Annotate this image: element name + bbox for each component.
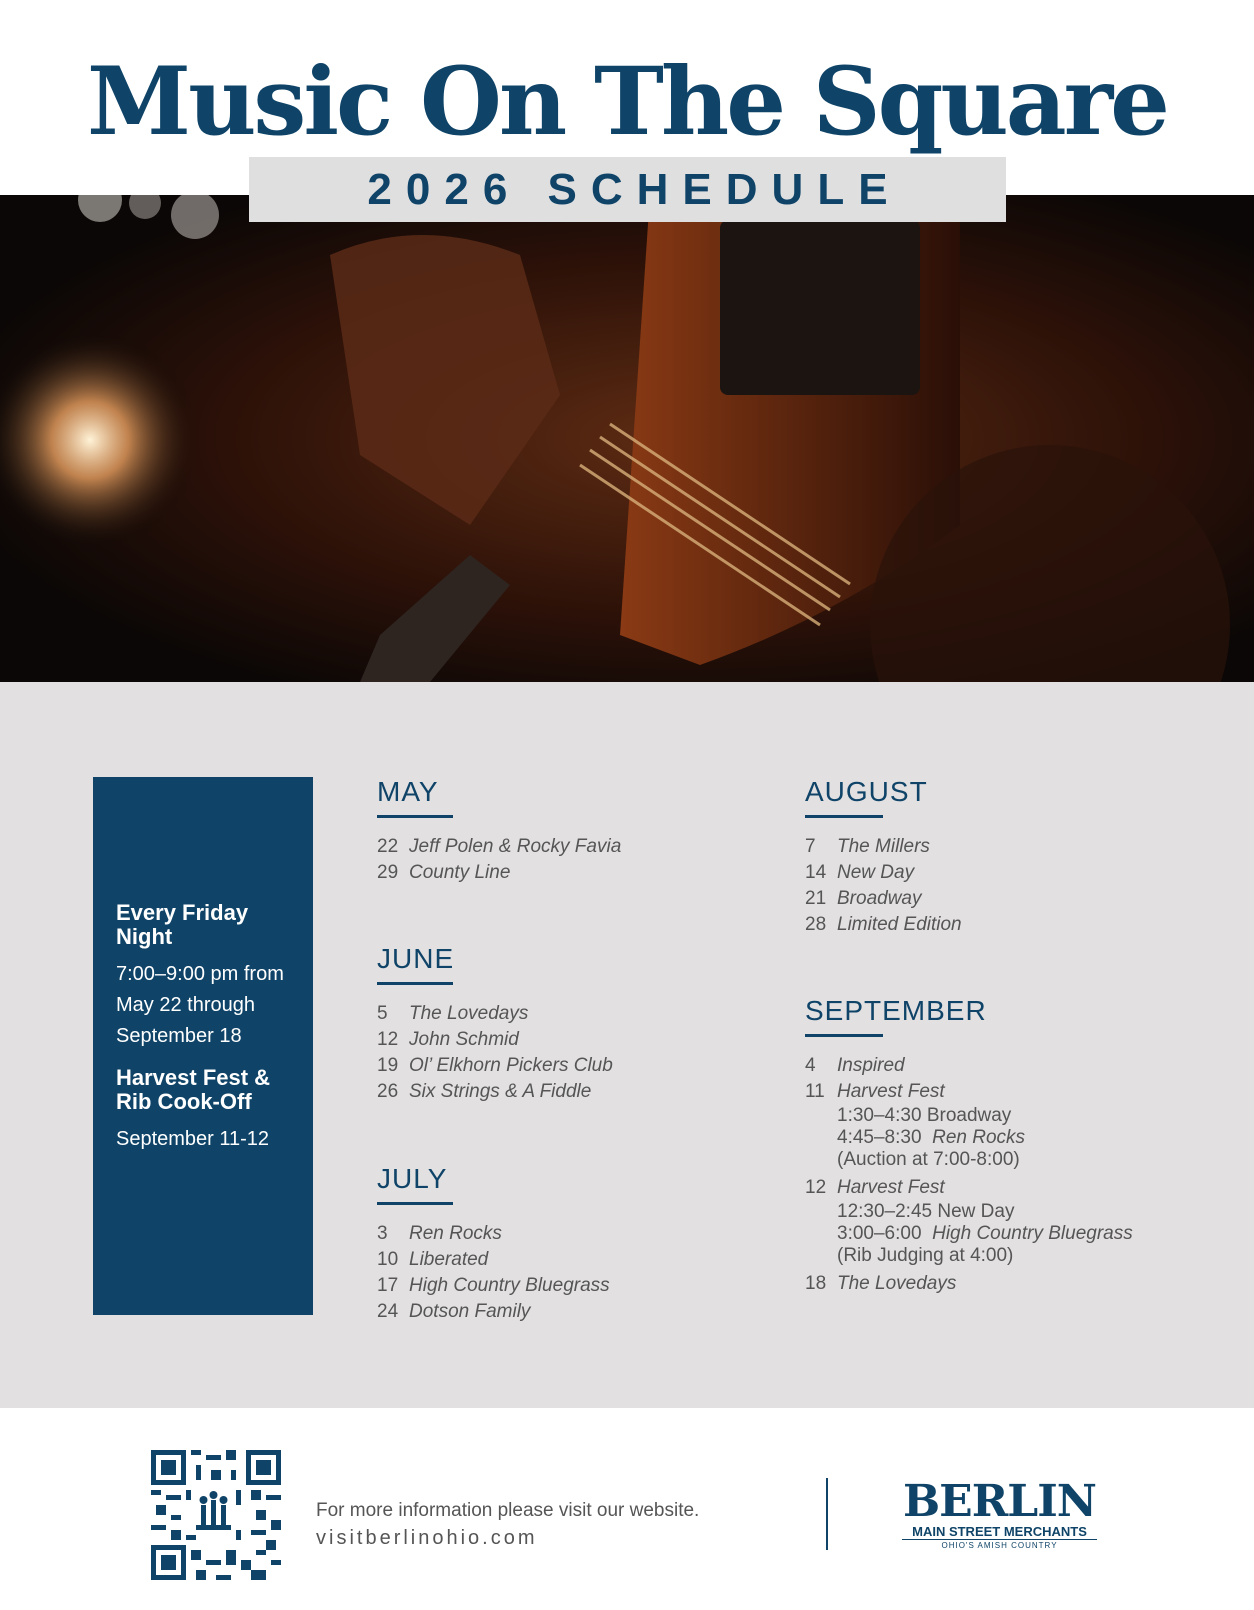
event-row: 28 Limited Edition <box>805 914 962 935</box>
hero-guitar-photo <box>0 195 1254 682</box>
event-row: 14 New Day <box>805 862 915 883</box>
event-row: 12 John Schmid <box>377 1029 519 1050</box>
sidebar-heading-every-friday: Every Friday Night <box>116 900 249 949</box>
event-subline: (Rib Judging at 4:00) <box>837 1245 1014 1266</box>
logo-line2: MAIN STREET MERCHANTS <box>902 1524 1097 1540</box>
month-july <box>377 1162 707 1325</box>
event-row: 7 The Millers <box>805 836 930 857</box>
event-row: 12 Harvest Fest 12:30–2:45 New Day 3:00–6:00 High Country Bluegrass (Rib Judging at 4:00) <box>805 1175 1225 1267</box>
month-may <box>377 775 707 886</box>
info-text: For more information please visit our website. <box>316 1500 700 1521</box>
page-title: Music On The Square <box>87 47 1167 157</box>
divider <box>826 1478 828 1550</box>
qr-code-icon[interactable] <box>151 1450 281 1580</box>
logo-line3: OHIO'S AMISH COUNTRY <box>941 1541 1058 1550</box>
month-heading: MAY <box>377 776 439 807</box>
month-heading: JUNE <box>377 943 455 974</box>
event-row: 29 County Line <box>377 862 511 883</box>
schedule-section <box>0 682 1254 1408</box>
event-subline: 3:00–6:00 High Country Bluegrass <box>837 1223 1133 1244</box>
event-row: 4 Inspired <box>805 1055 905 1076</box>
sidebar-heading-harvest-fest: Harvest Fest & Rib Cook-Off <box>116 1065 271 1114</box>
event-row: 24 Dotson Family <box>377 1301 531 1322</box>
subtitle: 2026 SCHEDULE <box>367 165 902 214</box>
event-subline: 4:45–8:30 Ren Rocks <box>837 1127 1026 1148</box>
heading-underline <box>805 1034 883 1037</box>
month-heading: AUGUST <box>805 776 928 807</box>
info-block <box>316 1498 699 1552</box>
event-row: 5 The Lovedays <box>377 1003 529 1024</box>
event-row: 17 High Country Bluegrass <box>377 1275 610 1296</box>
event-subline: 1:30–4:30 Broadway <box>837 1105 1012 1126</box>
event-row: 3 Ren Rocks <box>377 1223 502 1244</box>
event-row: 22 Jeff Polen & Rocky Favia <box>377 836 622 857</box>
event-subline: 12:30–2:45 New Day <box>837 1201 1015 1222</box>
month-august <box>805 775 1205 938</box>
footer <box>0 1408 1254 1610</box>
event-subline: (Auction at 7:00-8:00) <box>837 1149 1020 1170</box>
sidebar-harvest-dates: September 11-12 <box>116 1128 270 1150</box>
event-row: 11 Harvest Fest 1:30–4:30 Broadway 4:45–8:30 Ren Rocks (Auction at 7:00-8:00) <box>805 1079 1225 1171</box>
sidebar-hours: 7:00–9:00 pm from May 22 through September 18 <box>116 963 284 1047</box>
event-row: 21 Broadway <box>805 888 922 909</box>
event-row: 19 Ol’ Elkhorn Pickers Club <box>377 1055 613 1076</box>
info-sidebar <box>93 777 313 1315</box>
heading-underline <box>377 815 453 818</box>
berlin-logo <box>902 1476 1097 1551</box>
month-june <box>377 942 707 1105</box>
event-row: 10 Liberated <box>377 1249 489 1270</box>
month-september <box>805 994 1225 1297</box>
month-heading: JULY <box>377 1163 448 1194</box>
heading-underline <box>377 982 453 985</box>
subtitle-banner <box>249 157 1006 222</box>
website-link[interactable]: visitberlinohio.com <box>316 1527 538 1549</box>
event-row: 18 The Lovedays <box>805 1273 957 1294</box>
event-row: 26 Six Strings & A Fiddle <box>377 1081 592 1102</box>
month-heading: SEPTEMBER <box>805 995 987 1026</box>
heading-underline <box>805 815 883 818</box>
heading-underline <box>377 1202 453 1205</box>
logo-name: BERLIN <box>902 1476 1097 1527</box>
